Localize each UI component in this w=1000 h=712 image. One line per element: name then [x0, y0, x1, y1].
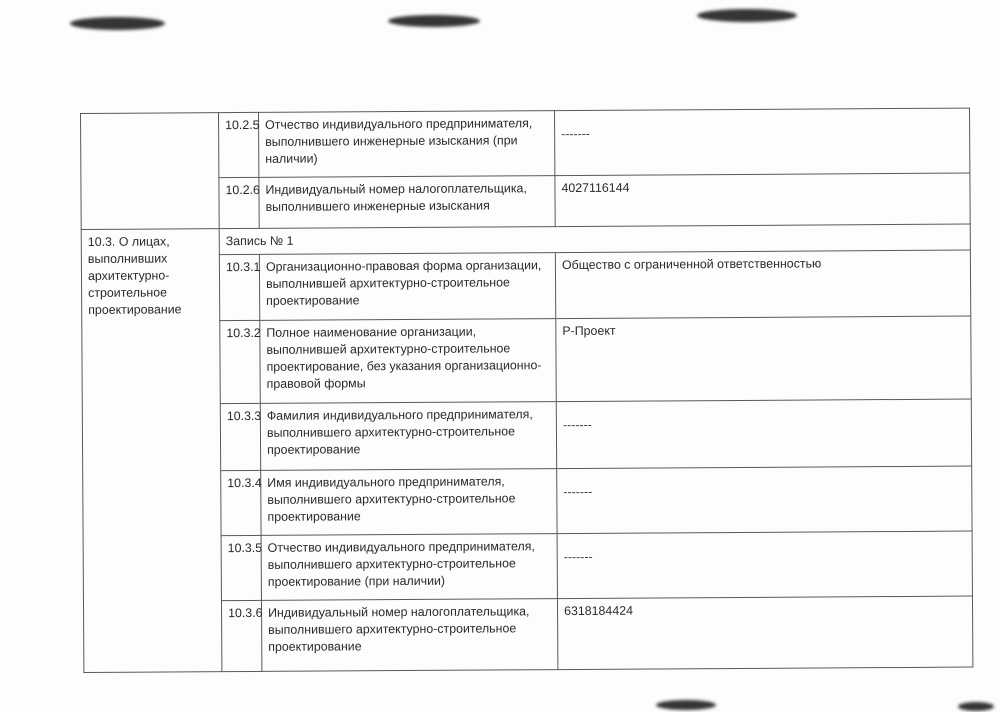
- row-label: Индивидуальный номер налогоплательщика, выполнившего инженерные изыскания: [259, 176, 555, 229]
- row-value: Общество с ограниченной ответственностью: [555, 250, 970, 318]
- row-label: Отчество индивидуального предпринимателя, выполнившего архитектурно-строительное проектирование (при наличии): [261, 534, 557, 601]
- row-value: -------: [557, 531, 972, 598]
- record-label: Запись № 1: [219, 224, 970, 255]
- row-value: Р-Проект: [556, 316, 972, 402]
- row-number: 10.3.3: [220, 404, 260, 471]
- row-number: 10.3.5: [221, 535, 261, 600]
- scan-blot: [70, 17, 165, 30]
- section-title: 10.3. О лицах, выполнивших архитектурно-строительное проектирование: [81, 228, 222, 672]
- row-number: 10.3.2: [220, 320, 261, 403]
- row-label: Имя индивидуального предпринимателя, выполнившего архитектурно-строительное проектирование: [261, 469, 557, 536]
- row-label: Организационно-правовая форма организации, выполнившей архитектурно-строительное проектирование: [259, 253, 555, 321]
- row-number: 10.3.6: [221, 600, 261, 671]
- row-label: Отчество индивидуального предпринимателя, выполнившего инженерные изыскания (при наличии): [258, 111, 554, 178]
- scan-blot: [958, 702, 994, 711]
- row-label: Полное наименование организации, выполнившей архитектурно-строительное проектирование, без указания организационно-правовой формы: [260, 319, 557, 404]
- row-value: -------: [557, 466, 972, 533]
- row-value: -------: [554, 108, 969, 175]
- scan-blot: [697, 9, 797, 22]
- document-page: [80, 108, 973, 673]
- scan-blot: [388, 15, 480, 27]
- row-number: 10.2.6: [219, 177, 259, 228]
- row-value: -------: [556, 399, 971, 468]
- section-10-2-cell: [81, 113, 220, 229]
- row-value: 4027116144: [555, 173, 970, 226]
- row-label: Индивидуальный номер налогоплательщика, выполнившего архитектурно-строительное проектирование: [261, 599, 557, 672]
- table-row: [81, 108, 970, 178]
- row-number: 10.2.5: [219, 112, 259, 177]
- row-label: Фамилия индивидуального предпринимателя, выполнившего архитектурно-строительное проектирование: [260, 402, 556, 471]
- scan-blot: [656, 700, 716, 710]
- row-number: 10.3.4: [221, 470, 261, 535]
- row-value: 6318184424: [557, 596, 972, 670]
- form-table: [80, 108, 973, 673]
- row-number: 10.3.1: [219, 254, 259, 320]
